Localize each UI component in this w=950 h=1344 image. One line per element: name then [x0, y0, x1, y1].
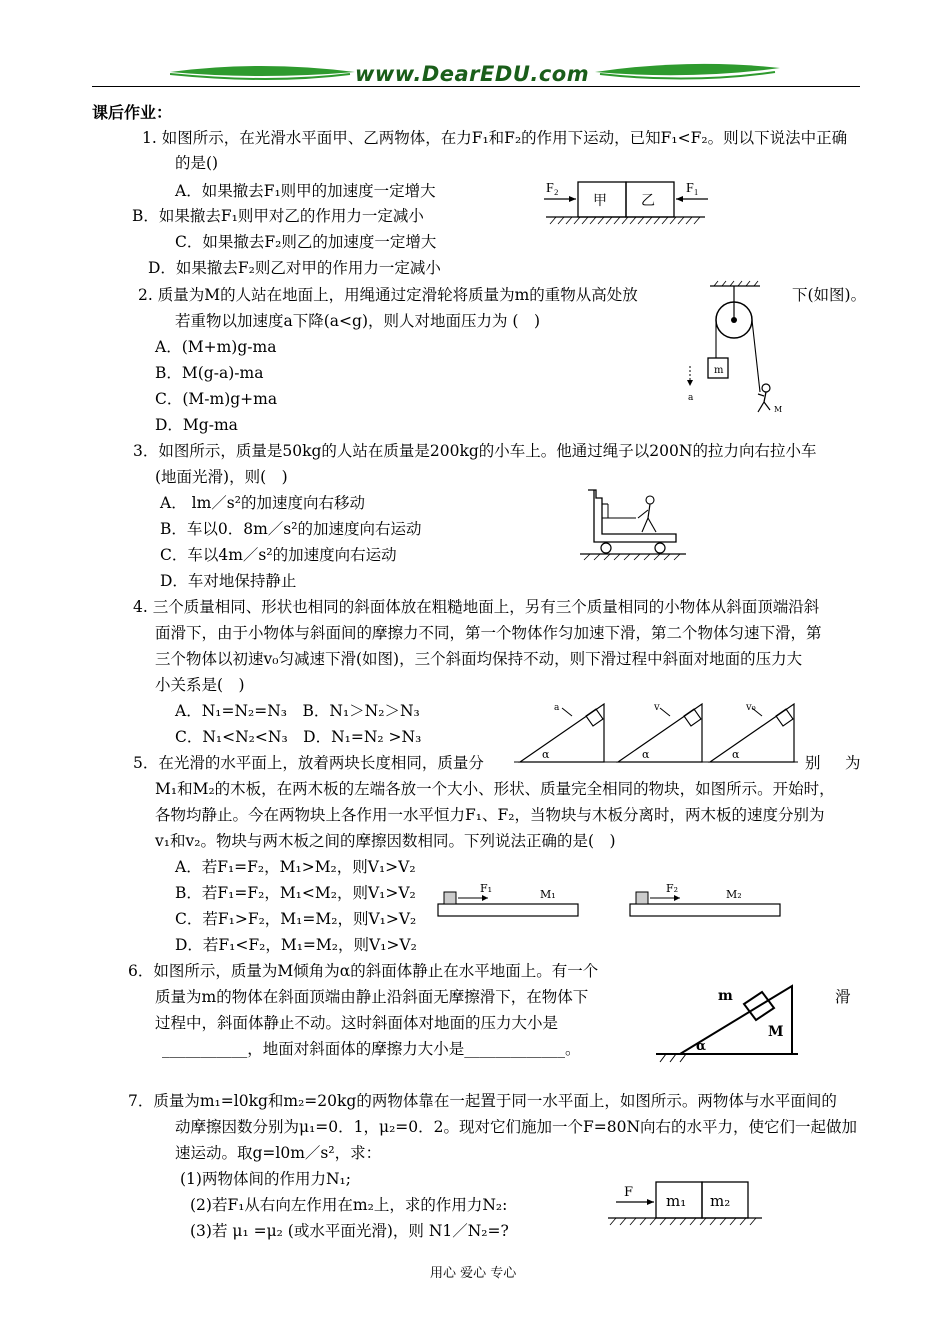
q5-fig-m2: M₂ [726, 888, 742, 901]
q2-option-d: D．Mg-ma [155, 416, 238, 434]
q2-fig-m: m [714, 365, 724, 376]
q1-stem-cont: 的是() [175, 154, 219, 172]
q2-stem: 2. 质量为M的人站在地面上，用绳通过定滑轮将质量为m的重物从高处放 [138, 286, 638, 304]
q6-line-1: 6．如图所示，质量为M倾角为α的斜面体静止在水平地面上。有一个 [128, 962, 599, 980]
q6-figure [652, 970, 802, 1070]
q1-option-d: D．如果撤去F₂则乙对甲的作用力一定减小 [148, 259, 441, 277]
q5-stem: 5．在光滑的水平面上，放着两块长度相同，质量分 [133, 754, 484, 772]
q2-stem-cont: 若重物以加速度a下降(a<g)，则人对地面压力为 ( ) [175, 312, 541, 330]
header-rule [92, 86, 860, 87]
q6-fig-M: M [768, 1024, 784, 1040]
q2-option-a: A．(M+m)g-ma [155, 338, 277, 356]
q6-fig-alpha: α [696, 1039, 707, 1054]
q7-sub-1: (1)两物体间的作用力N₁; [180, 1170, 351, 1188]
q5-line-2: M₁和M₂的木板，在两木板的左端各放一个大小、形状、质量完全相同的物块，如图所示。开始时， [155, 780, 835, 798]
q5-stem-tail-1: 别 [805, 754, 821, 772]
q7-fig-m1: m₁ [666, 1192, 687, 1210]
q1-fig-yi: 乙 [641, 193, 655, 209]
q6-line-2: 质量为m的物体在斜面顶端由静止沿斜面无摩擦滑下，在物体下 [155, 988, 589, 1006]
q1-option-c: C．如果撤去F₂则乙的加速度一定增大 [175, 233, 437, 251]
q4-fig-v: v [654, 702, 660, 713]
q5-fig-m1: M₁ [540, 888, 556, 901]
q4-fig-alpha-1: α [542, 748, 550, 761]
q5-stem-tail-2: 为 [845, 754, 861, 772]
q4-options-cd: C．N₁<N₂<N₃ D．N₁=N₂ >N₃ [175, 728, 422, 746]
q3-option-a: A． lm／s²的加速度向右移动 [160, 494, 365, 512]
q5-option-c: C．若F₁>F₂，M₁=M₂，则V₁>V₂ [175, 910, 417, 928]
q1-fig-f2: F₂ [546, 181, 559, 196]
q1-stem: 1. 如图所示，在光滑水平面甲、乙两物体，在力F₁和F₂的作用下运动，已知F₁<F₂。则以下说法中正确 [142, 129, 848, 147]
q5-fig-f2: F₂ [666, 882, 679, 895]
q7-line-3: 速运动。取g=l0m／s²，求： [175, 1144, 382, 1162]
q7-figure [606, 1178, 766, 1234]
q7-line-1: 7．质量为m₁=l0kg和m₂=20kg的两物体靠在一起置于同一水平面上，如图所示。两物体与水平面间的 [128, 1092, 837, 1110]
q4-fig-a: a [554, 703, 560, 713]
q2-stem-tail: 下(如图)。 [792, 286, 867, 304]
q4-fig-alpha-3: α [732, 748, 740, 761]
q6-line-2-tail: 滑 [835, 988, 851, 1006]
q1-fig-f1: F₁ [686, 181, 699, 196]
q5-line-4: v₁和v₂。物块与两木板之间的摩擦因数相同。下列说法正确的是( ) [155, 832, 616, 850]
q4-options-ab: A．N₁=N₂=N₃ B．N₁＞N₂＞N₃ [175, 702, 420, 720]
q7-fig-m2: m₂ [710, 1192, 731, 1210]
q3-figure [578, 484, 688, 574]
q5-option-a: A．若F₁=F₂，M₁>M₂，则V₁>V₂ [175, 858, 416, 876]
q1-fig-jia: 甲 [593, 193, 607, 209]
q4-line-1: 4. 三个质量相同、形状也相同的斜面体放在粗糙地面上，另有三个质量相同的小物体从斜面顶端沿斜 [133, 598, 820, 616]
q4-line-3: 三个物体以初速v₀匀减速下滑(如图)，三个斜面均保持不动，则下滑过程中斜面对地面的压力大 [155, 650, 803, 668]
q2-fig-a: a [688, 393, 694, 403]
q5-figure [436, 872, 786, 922]
q4-line-4: 小关系是( ) [155, 676, 245, 694]
q6-line-3: 过程中，斜面体静止不动。这时斜面体对地面的压力大小是 [155, 1014, 559, 1032]
page-title: 课后作业： [92, 103, 173, 122]
q5-line-3: 各物均静止。今在两物块上各作用一水平恒力F₁、F₂，当物块与木板分离时，两木板的速度分别为 [155, 806, 825, 824]
q1-option-a: A．如果撤去F₁则甲的加速度一定增大 [175, 182, 436, 200]
q3-option-b: B．车以0．8m／s²的加速度向右运动 [160, 520, 422, 538]
q4-fig-alpha-2: α [642, 748, 650, 761]
q5-fig-f1: F₁ [480, 882, 493, 895]
q3-stem-cont: (地面光滑)，则( ) [155, 468, 288, 486]
q7-line-2: 动摩擦因数分别为μ₁=0．1，μ₂=0．2。现对它们施加一个F=80N向右的水平力，使它们一起做加 [175, 1118, 858, 1136]
q4-figure [514, 692, 798, 768]
q5-option-d: D．若F₁<F₂，M₁=M₂，则V₁>V₂ [175, 936, 417, 954]
q3-option-d: D．车对地保持静止 [160, 572, 297, 590]
q2-fig-M: M [774, 405, 783, 414]
q1-option-b: B．如果撤去F₁则甲对乙的作用力一定减小 [132, 207, 424, 225]
q7-sub-2: (2)若F₁从右向左作用在m₂上，求的作用力N₂: [190, 1196, 508, 1214]
q4-fig-v0: v₀ [746, 702, 756, 713]
q6-line-4: ___________，地面对斜面体的摩擦力大小是_____________。 [162, 1040, 581, 1058]
footer: 用心 爱心 专心 [430, 1266, 517, 1281]
q2-figure [680, 280, 790, 420]
q5-option-b: B．若F₁=F₂，M₁<M₂，则V₁>V₂ [175, 884, 416, 902]
q7-sub-3: (3)若 μ₁ =μ₂ (或水平面光滑)，则 N1／N₂=? [190, 1222, 509, 1240]
q7-fig-F: F [624, 1185, 634, 1200]
q2-option-c: C．(M-m)g+ma [155, 390, 278, 408]
site-logo[interactable]: www.DearEDU.com [355, 62, 590, 86]
q3-stem: 3．如图所示，质量是50kg的人站在质量是200kg的小车上。他通过绳子以200N的拉力向右拉小车 [133, 442, 817, 460]
q1-figure [540, 172, 710, 234]
q3-option-c: C．车以4m／s²的加速度向右运动 [160, 546, 397, 564]
q6-fig-m: m [718, 988, 733, 1004]
q2-option-b: B．M(g-a)-ma [155, 364, 264, 382]
q4-line-2: 面滑下，由于小物体与斜面间的摩擦力不同，第一个物体作匀加速下滑，第二个物体匀速下滑，第 [155, 624, 822, 642]
